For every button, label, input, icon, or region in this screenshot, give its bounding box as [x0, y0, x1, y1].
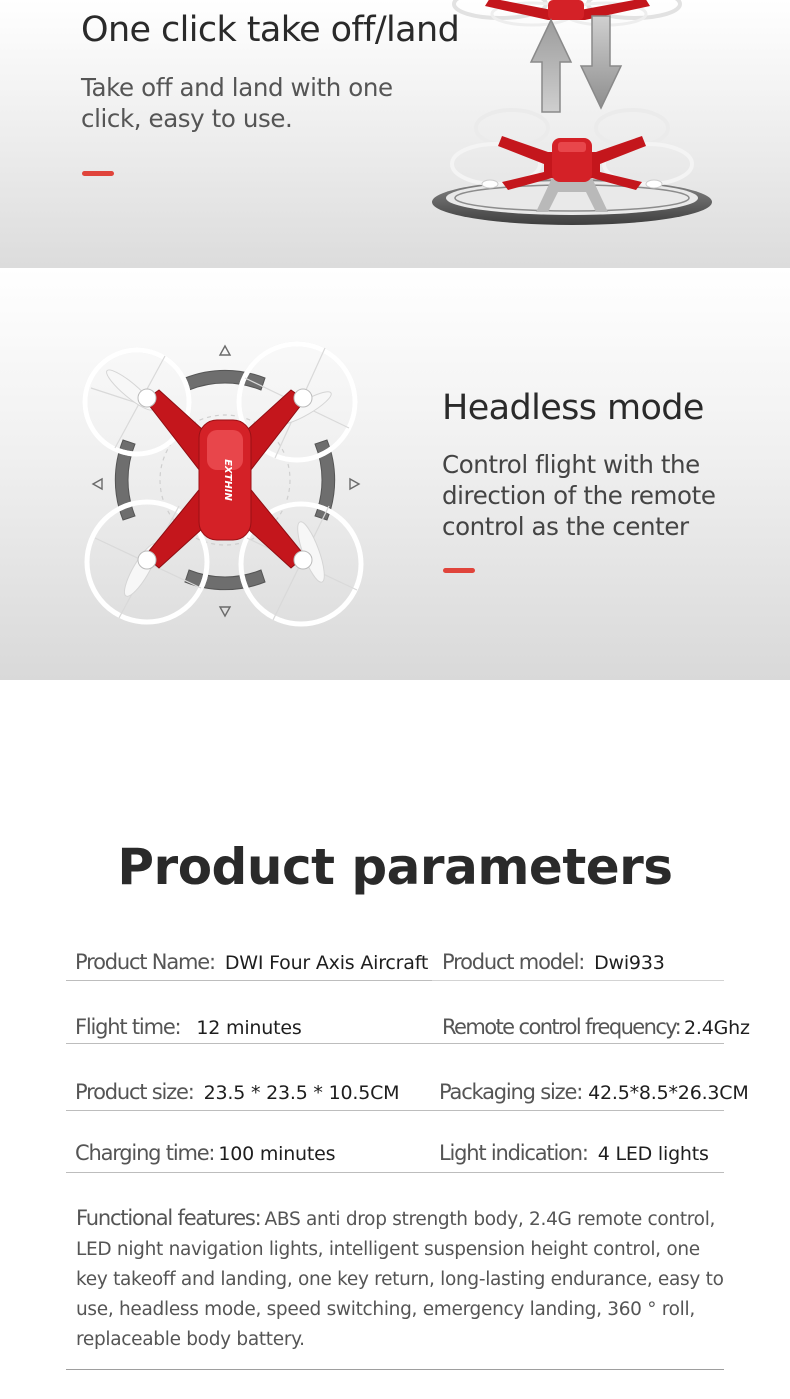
param-packaging-size — [439, 1080, 749, 1104]
headless-illustration — [75, 338, 375, 628]
drone-top — [454, 0, 680, 25]
param-value: 2.4Ghz — [684, 1017, 750, 1039]
param-value: 4 LED lights — [597, 1143, 709, 1165]
drone-body — [138, 389, 312, 569]
param-value: 23.5 * 23.5 * 10.5CM — [203, 1082, 400, 1104]
param-product-model — [442, 950, 665, 974]
param-label: Charging time: — [75, 1141, 215, 1165]
takeoff-description: Take off and land with one click, easy to use. — [81, 73, 393, 133]
features-text: ABS anti drop strength body, 2.4G remote control, LED night navigation lights, intelligent suspension height control, one key takeoff and landing, one key return, long-lasting endurance, easy to use, headless mode, speed switching, emergency landing, 360 ° roll, replaceable body battery. — [76, 1209, 724, 1350]
takeoff-section — [0, 0, 790, 268]
row-divider — [66, 1172, 724, 1173]
param-label: Light indication: — [439, 1141, 588, 1165]
param-product-name — [75, 950, 428, 974]
functional-features — [76, 1203, 726, 1355]
param-light-indication — [439, 1141, 709, 1165]
landing-pad — [432, 178, 712, 225]
param-value: 100 minutes — [218, 1143, 336, 1165]
param-flight-time — [75, 1015, 302, 1039]
params-title: Product parameters — [117, 838, 673, 896]
param-remote-frequency — [442, 1015, 750, 1039]
row-divider — [66, 1110, 724, 1111]
param-label: Product size: — [75, 1080, 194, 1104]
headless-description: Control flight with the direction of the remote control as the center — [442, 450, 716, 541]
param-product-size — [75, 1080, 399, 1104]
param-charging-time — [75, 1141, 335, 1165]
row-divider — [432, 980, 724, 981]
param-label: Packaging size: — [439, 1080, 583, 1104]
param-label: Product Name: — [75, 950, 215, 974]
param-value: 12 minutes — [196, 1017, 302, 1039]
headless-section — [0, 268, 790, 680]
drone-label: EXTHIN — [222, 459, 233, 501]
param-label: Remote control frequency: — [442, 1015, 681, 1039]
down-arrow-icon — [581, 16, 621, 108]
headless-title: Headless mode — [442, 388, 704, 428]
headless-accent-bar — [443, 568, 475, 573]
up-arrow-icon — [531, 20, 571, 112]
takeoff-accent-bar — [82, 171, 114, 176]
param-value: DWI Four Axis Aircraft — [224, 952, 429, 974]
param-label: Flight time: — [75, 1015, 181, 1039]
param-value: 42.5*8.5*26.3CM — [588, 1082, 749, 1104]
features-label: Functional features: — [76, 1206, 261, 1230]
takeoff-illustration — [420, 0, 720, 240]
takeoff-title: One click take off/land — [81, 10, 460, 50]
param-label: Product model: — [442, 950, 585, 974]
param-value: Dwi933 — [594, 952, 665, 974]
row-divider — [66, 1369, 724, 1370]
row-divider — [66, 1043, 724, 1044]
drone-bottom — [452, 110, 692, 190]
row-divider — [66, 980, 432, 981]
